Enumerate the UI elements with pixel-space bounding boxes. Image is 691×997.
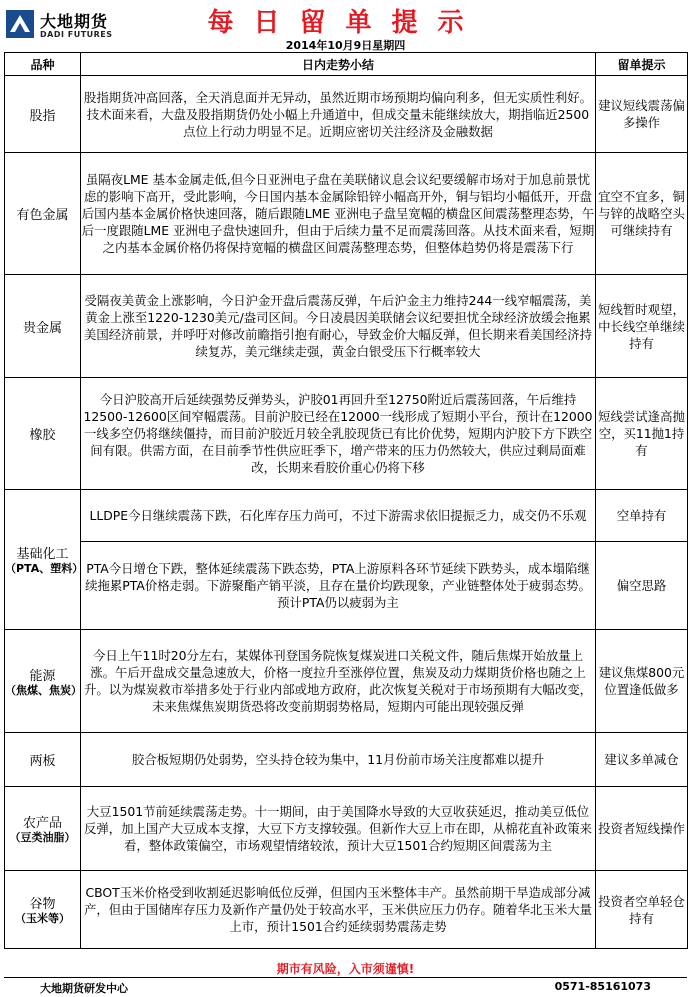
risk-warning: 期市有风险，入市须谨慎! bbox=[276, 962, 415, 976]
tip-cell: 建议焦煤800元位置逢低做多 bbox=[596, 630, 688, 733]
logo-text-en: DADI FUTURES bbox=[40, 30, 113, 39]
variety-name: 谷物 bbox=[29, 897, 56, 912]
page-title: 每日留单提示 bbox=[207, 8, 484, 38]
variety-subname: （PTA、塑料） bbox=[5, 562, 84, 575]
variety-name: 能源 bbox=[29, 668, 56, 684]
footer-org: 大地期货研发中心 bbox=[40, 982, 128, 995]
tip-cell: 宜空不宜多，铜与锌的战略空头可继续持有 bbox=[596, 153, 688, 275]
footer-divider bbox=[4, 977, 687, 978]
summary-cell: 今日沪胶高开后延续强势反弹势头，沪胶01再回升至12750附近后震荡回落，午后维持12500-12600区间窄幅震荡。目前沪胶已经在12000一线形成了短期小平台，预计在12000一线多空仍将继续僵持，而目前沪胶近月较全乳胶现货已有比价优势，短期内沪胶下方下跌空间有限。供需方面，在目前季节性供应旺季下，增产带来的压力仍然较大，供应过剩局面难改，长期来看胶价重心仍将下移 bbox=[81, 378, 596, 490]
tip-cell: 投资者短线操作 bbox=[596, 787, 688, 871]
tip-cell: 偏空思路 bbox=[596, 542, 688, 630]
summary-cell: 虽隔夜LME 基本金属走低,但今日亚洲电子盘在美联储议息会议纪要缓解市场对于加息前景忧虑的影响下高开，受此影响，今日国内基本金属除铅锌小幅高开外，铜与铝均小幅低开，开盘后国内基本金属价格快速回落，随后跟随LME 亚洲电子盘呈宽幅的横盘区间震荡整理态势，午后一度跟随LME 亚洲电子盘快速回升，但由于后续力量不足而震荡回落。从技术面来看，短期之内基本金属价格仍将保持宽幅的横盘区间震荡整理态势，但整体趋势仍将是震荡下行 bbox=[81, 153, 596, 275]
column-header-tip: 留单提示 bbox=[596, 53, 688, 76]
tip-cell: 建议短线震荡偏多操作 bbox=[596, 76, 688, 153]
variety-cell bbox=[5, 787, 81, 871]
footer-phone: 0571-85161073 bbox=[554, 980, 651, 993]
table-row bbox=[5, 787, 688, 871]
summary-cell: 胶合板短期仍处弱势，空头持仓较为集中，11月份前市场关注度都难以提升 bbox=[81, 733, 596, 787]
table-row bbox=[5, 630, 688, 733]
table-row bbox=[5, 733, 688, 787]
variety-cell bbox=[5, 153, 81, 275]
column-header-variety: 品种 bbox=[5, 53, 81, 76]
summary-cell: 股指期货冲高回落，全天消息面并无异动，虽然近期市场预期均偏向利多，但无实质性利好。技术面来看，大盘及股指期货仍处小幅上升通道中，但成交量未能继续放大，期指临近2500点位上行动力明显不足。近期应密切关注经济及金融数据 bbox=[81, 76, 596, 153]
tip-cell: 短线尝试逢高抛空，买11抛1持有 bbox=[596, 378, 688, 490]
table-row bbox=[5, 490, 688, 542]
table-row bbox=[5, 153, 688, 275]
logo-text-cn: 大地期货 bbox=[40, 12, 109, 31]
tip-cell: 投资者空单轻仓持有 bbox=[596, 871, 688, 949]
table-row bbox=[5, 76, 688, 153]
variety-name: 基础化工 bbox=[16, 547, 69, 562]
variety-cell bbox=[5, 378, 81, 490]
tip-cell: 空单持有 bbox=[596, 490, 688, 542]
variety-name: 贵金属 bbox=[22, 320, 62, 336]
variety-subname: （玉米等） bbox=[15, 912, 70, 925]
tip-cell: 建议多单减仓 bbox=[596, 733, 688, 787]
report-date: 2014年10月9日星期四 bbox=[285, 39, 406, 52]
variety-cell bbox=[5, 733, 81, 787]
variety-name: 股指 bbox=[29, 108, 56, 124]
table-row bbox=[5, 542, 688, 630]
variety-name: 农产品 bbox=[22, 816, 62, 831]
variety-cell bbox=[5, 630, 81, 733]
table-row bbox=[5, 378, 688, 490]
summary-cell: LLDPE今日继续震荡下跌，石化库存压力尚可，不过下游需求依旧提振乏力，成交仍不乐观 bbox=[81, 490, 596, 542]
table-header-row bbox=[5, 53, 688, 76]
variety-cell bbox=[5, 871, 81, 949]
table-row bbox=[5, 275, 688, 378]
column-header-summary: 日内走势小结 bbox=[81, 53, 596, 76]
summary-cell: CBOT玉米价格受到收割延迟影响低位反弹，但国内玉米整体丰产。虽然前期干旱造成部分减产，但由于国储库存压力及新作产量仍处于较高水平，玉米供应压力仍存。随着华北玉米大量上市，预计1501合约延续弱势震荡走势 bbox=[81, 871, 596, 949]
variety-name: 有色金属 bbox=[16, 208, 69, 223]
variety-subname: （豆类油脂） bbox=[9, 831, 76, 844]
variety-name: 橡胶 bbox=[29, 428, 56, 443]
tip-cell: 短线暂时观望，中长线空单继续持有 bbox=[596, 275, 688, 378]
variety-cell bbox=[5, 76, 81, 153]
summary-cell: PTA今日增仓下跌，整体延续震荡下跌态势，PTA上游原料各环节延续下跌势头，成本塌陷继续拖累PTA价格走弱。下游聚酯产销平淡，且存在量价均跌现象，产业链整体处于疲弱态势。预计PTA仍以疲弱为主 bbox=[81, 542, 596, 630]
variety-subname: （焦煤、焦炭） bbox=[5, 683, 82, 697]
variety-name: 两板 bbox=[29, 754, 56, 769]
summary-cell: 受隔夜美黄金上涨影响，今日沪金开盘后震荡反弹，午后沪金主力维持244一线窄幅震荡，美黄金上涨至1220-1230美元/盎司区间。今日凌晨因美联储会议纪要担忧全球经济放缓会拖累美国经济前景，并呼吁对修改前瞻指引抱有耐心，导致金价大幅反弹，但长期来看美国经济持续复苏，美元继续走强，黄金白银受压下行概率较大 bbox=[81, 275, 596, 378]
variety-cell bbox=[5, 275, 81, 378]
summary-cell: 今日上午11时20分左右，某媒体刊登国务院恢复煤炭进口关税文件，随后焦煤开始放量上涨。午后开盘成交量急速放大，价格一度拉升至涨停位置，焦炭及动力煤期货价格也随之上升。以为煤炭救市举措多处于行业内部或地方政府，此次恢复关税对于市场预期有大幅改变，未来焦煤焦炭期货恐将改变前期弱势格局，短期内可能出现较强反弹 bbox=[81, 630, 596, 733]
advice-table bbox=[4, 52, 688, 949]
variety-cell bbox=[5, 490, 84, 630]
table-row bbox=[5, 871, 688, 949]
summary-cell: 大豆1501节前延续震荡走势。十一期间，由于美国降水导致的大豆收获延迟，推动美豆低位反弹，加上国产大豆成本支撑，大豆下方支撑较强。但新作大豆上市在即，从棉花直补政策来看，整体政策偏空，市场观望情绪较浓，预计大豆1501合约短期区间震荡为主 bbox=[81, 787, 596, 871]
